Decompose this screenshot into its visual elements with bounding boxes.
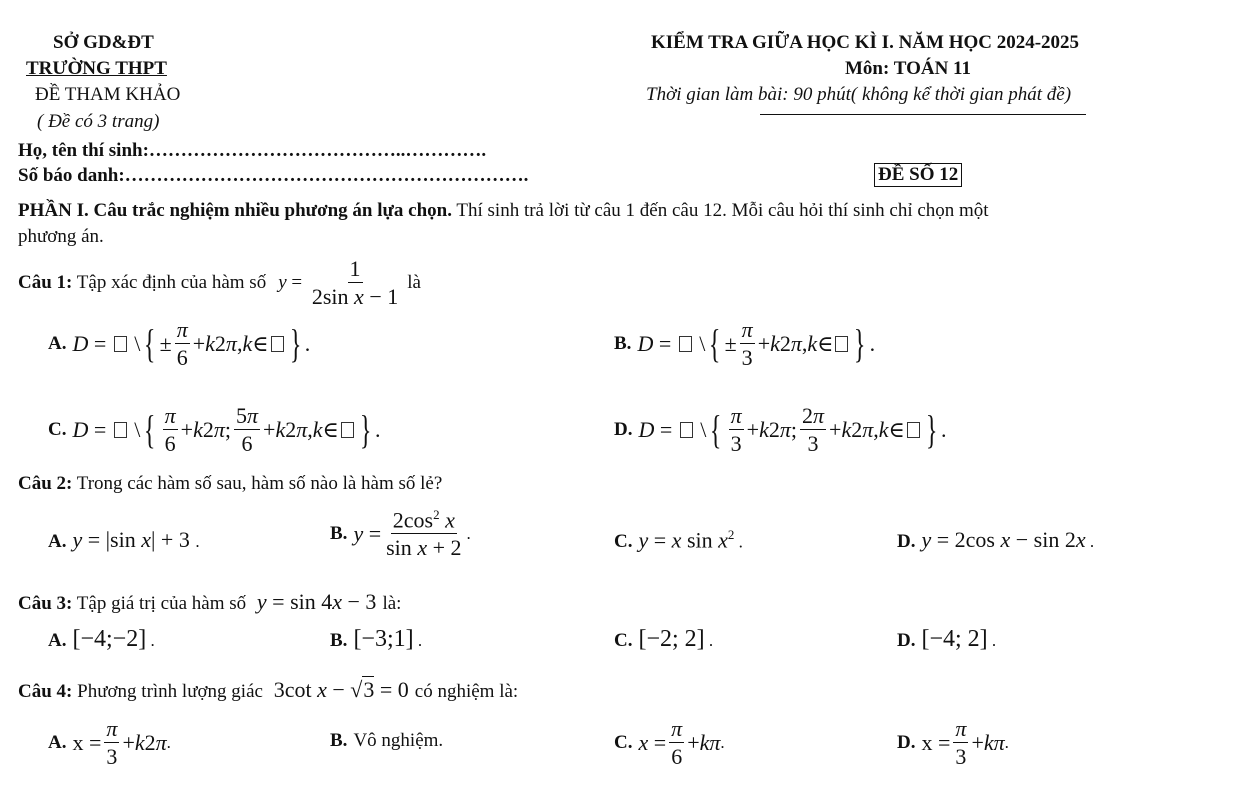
q3-a-label: A.: [48, 630, 67, 651]
reals-symbol: [114, 422, 127, 438]
q2-option-b: B. y = $\frac{2\cos^2 x}{\text{sin x + 2}}$ .: [330, 507, 471, 561]
reals-symbol: [114, 336, 127, 352]
q3-label: Câu 3:: [18, 593, 73, 614]
question-2: [18, 473, 442, 495]
part1-desc-cont: phương án.: [18, 226, 104, 247]
q4-option-a: A. x = $\frac{\pi}{3}$ + k 2 π .: [48, 716, 171, 770]
part1-desc: Thí sinh trả lời từ câu 1 đến câu 12. Mỗi câu hỏi thí sinh chỉ chọn một: [451, 200, 989, 221]
integers-symbol: [271, 336, 284, 352]
q4-tail: có nghiệm là:: [414, 681, 519, 702]
integers-symbol: [835, 336, 848, 352]
integers-symbol: [907, 422, 920, 438]
q3-c-label: C.: [614, 630, 633, 651]
student-name-label: Họ, tên thí sinh:: [18, 140, 149, 161]
q3-c-value: [−2; 2]: [638, 626, 705, 652]
reals-symbol: [680, 422, 693, 438]
reals-symbol: [679, 336, 692, 352]
q2-label: Câu 2:: [18, 473, 73, 494]
part1-instruction: [18, 200, 989, 222]
q3-option-c: C. [−2; 2] .: [614, 626, 714, 652]
q1-text: Tập xác định của hàm số: [72, 271, 267, 293]
q3-d-label: D.: [897, 630, 916, 651]
q4-b-text: Vô nghiệm.: [353, 730, 444, 751]
time-underline: [760, 114, 1086, 115]
dept-name: SỞ GD&ĐT: [53, 32, 154, 53]
student-id-dots: ……………………………………………………….: [124, 165, 529, 186]
q4-a-label: A.: [48, 731, 67, 753]
q1-option-c: C. D = \ { $\frac{\pi}{6}$ + k 2 π ; $\frac{5\pi}{6}$ + k 2 π , k ∈ } .: [48, 403, 381, 457]
question-3: [18, 589, 401, 615]
q4-label: Câu 4:: [18, 681, 73, 702]
q1-formula: y = $\frac{1}{\text{2sin x − 1}}$: [278, 256, 399, 310]
time-limit: Thời gian làm bài: 90 phút( không kể thời gian phát đề): [646, 84, 1072, 105]
q3-tail: là:: [382, 593, 402, 614]
exam-code-box: ĐỀ SỐ 12: [874, 163, 962, 187]
q4-formula: 3cot x − √3 = 0: [273, 677, 409, 702]
question-1: [18, 257, 421, 308]
q4-text: Phương trình lượng giác: [72, 681, 263, 702]
student-name-line: [18, 140, 486, 162]
q3-b-value: [−3;1]: [353, 626, 414, 652]
q4-option-c: C. x = $\frac{\pi}{6}$ + kπ .: [614, 716, 725, 770]
q3-option-a: A. [−4;−2] .: [48, 626, 155, 652]
q4-option-b: [330, 730, 443, 752]
q1-label: Câu 1:: [18, 271, 73, 293]
q1-a-label: A.: [48, 332, 67, 354]
q4-option-d: D. x = $\frac{\pi}{3}$ + kπ .: [897, 716, 1009, 770]
q3-option-d: D. [−4; 2] .: [897, 626, 997, 652]
q3-b-label: B.: [330, 630, 348, 651]
q1-option-a: A. D = \ { ± $\frac{\pi}{6}$ + k 2 π , k ∈ } .: [48, 317, 311, 371]
student-id-label: Số báo danh:: [18, 165, 125, 186]
q4-c-label: C.: [614, 731, 633, 753]
q2-d-label: D.: [897, 531, 916, 552]
q2-a-label: A.: [48, 531, 67, 552]
q3-a-value: [−4;−2]: [72, 626, 147, 652]
q2-option-a: A. y = |sin x| + 3 .: [48, 527, 200, 552]
page-count-note: ( Đề có 3 trang): [37, 111, 160, 132]
reference-label: ĐỀ THAM KHẢO: [35, 84, 181, 105]
integers-symbol: [341, 422, 354, 438]
q1-c-label: C.: [48, 418, 67, 440]
q1-b-label: B.: [614, 332, 632, 354]
q4-b-label: B.: [330, 730, 348, 751]
q1-option-d: D. D = \ { $\frac{\pi}{3}$ + k 2 π ; $\frac{2\pi}{3}$ + k 2 π , k ∈ } .: [614, 403, 947, 457]
q2-b-label: B.: [330, 522, 348, 544]
subject-line: Môn: TOÁN 11: [845, 58, 971, 79]
student-name-dots: …………………………………..………….: [148, 140, 487, 161]
school-name: TRƯỜNG THPT: [26, 58, 167, 79]
q1-d-label: D.: [614, 418, 633, 440]
q1-tail: là: [407, 271, 421, 293]
student-id-line: [18, 165, 528, 187]
q3-text: Tập giá trị của hàm số: [72, 593, 247, 614]
q2-option-d: D. y = 2cos x − sin 2x .: [897, 527, 1095, 552]
part1-title: PHẦN I. Câu trắc nghiệm nhiều phương án lựa chọn.: [18, 200, 452, 221]
q3-formula: y = sin 4x − 3: [256, 589, 377, 614]
question-4: [18, 677, 518, 703]
q2-c-label: C.: [614, 531, 633, 553]
q3-d-value: [−4; 2]: [921, 626, 988, 652]
q3-option-b: B. [−3;1] .: [330, 626, 423, 652]
q4-d-label: D.: [897, 731, 916, 753]
q1-option-b: B. D = \ { ± $\frac{\pi}{3}$ + k 2 π , k ∈ } .: [614, 317, 876, 371]
q2-text: Trong các hàm số sau, hàm số nào là hàm số lẻ?: [72, 473, 443, 494]
q2-option-c: C. y = x $\sin x^2$ .: [614, 527, 743, 553]
exam-title: KIỂM TRA GIỮA HỌC KÌ I. NĂM HỌC 2024-2025: [651, 32, 1080, 53]
